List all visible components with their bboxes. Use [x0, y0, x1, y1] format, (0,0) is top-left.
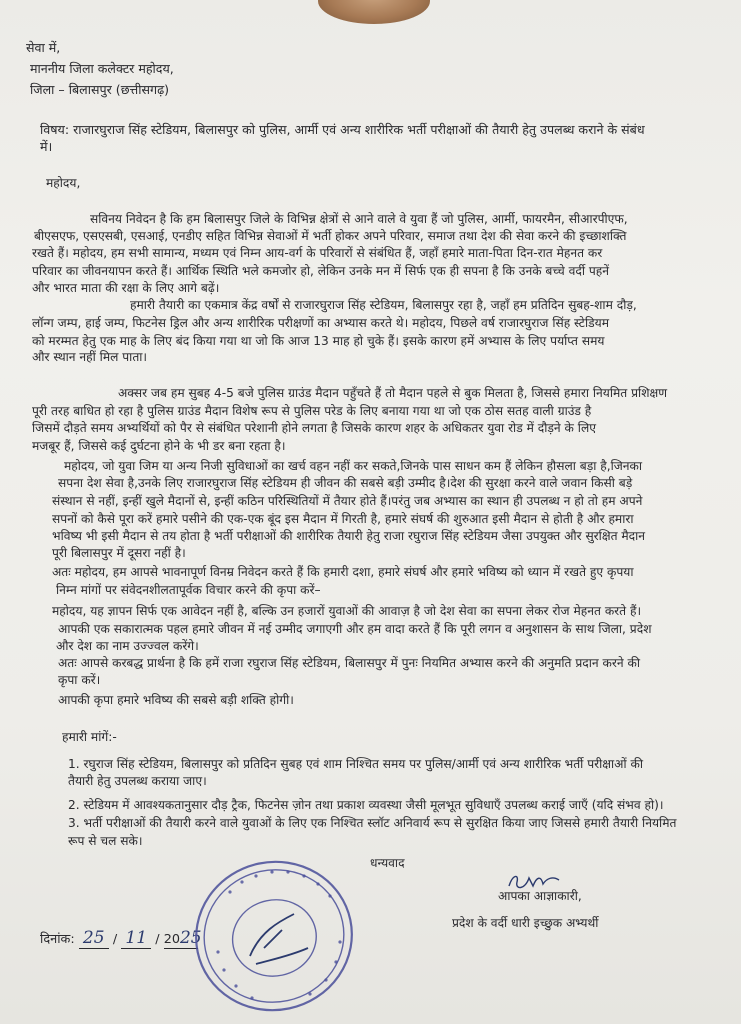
body-line: और स्थान नहीं मिल पाता। [32, 350, 148, 364]
demand-line: 1. रघुराज सिंह स्टेडियम, बिलासपुर को प्रतिदिन सुबह एवं शाम निश्चित समय पर पुलिस/आर्मी एवं अन्य शारीरिक भर्ती परीक्षाओं की [68, 757, 644, 771]
subject-line-2: में। [40, 139, 53, 154]
body-line: सविनय निवेदन है कि हम बिलासपुर जिले के विभिन्न क्षेत्रों से आने वाले वे युवा हैं जो पुलिस, आर्मी, फायरमैन, सीआरपीएफ, [90, 212, 628, 226]
office-stamp [190, 852, 358, 1020]
demand-line: 2. स्टेडियम में आवश्यकतानुसार दौड़ ट्रैक, फिटनेस ज़ोन तथा प्रकाश व्यवस्था जैसी मूलभूत सुविधाएँ उपलब्ध कराई जाएँ (यदि संभव हो)। [68, 798, 664, 812]
body-line: पूरी तरह बाधित हो रहा है पुलिस ग्राउंड मैदान विशेष रूप से पुलिस परेड के लिए बनाया गया था जो एक ठोस सतह वाली ग्राउंड है [32, 404, 592, 418]
date-line [40, 928, 202, 949]
signatory-text: प्रदेश के वर्दी धारी इच्छुक अभ्यर्थी [452, 916, 599, 930]
body-line: को मरम्मत हेतु एक माह के लिए बंद किया गया था जो कि आज 13 माह हो चुके हैं। इसके कारण हमें अभ्यास के लिए पर्याप्त समय [32, 334, 605, 348]
demand-line: तैयारी हेतु उपलब्ध कराया जाए। [68, 774, 207, 788]
date-sep-2: / [155, 932, 160, 947]
date-year-suffix: 25 [179, 928, 202, 948]
body-line: निम्न मांगों पर संवेदनशीलतापूर्वक विचार करने की कृपा करें– [56, 583, 321, 597]
closing-text: आपका आज्ञाकारी, [498, 889, 582, 903]
body-line: पूरी बिलासपुर में दूसरा नहीं है। [52, 546, 186, 560]
district-line: जिला – बिलासपुर (छत्तीसगढ़) [30, 82, 170, 97]
date-year-prefix: 20 [163, 932, 180, 947]
subject-line-1: विषय: राजारघुराज सिंह स्टेडियम, बिलासपुर को पुलिस, आर्मी एवं अन्य शारीरिक भर्ती परीक्षाओं की तैयारी हेतु उपलब्ध कराने के संबंध [40, 122, 645, 137]
body-line: भविष्य भी इसी मैदान से तय होता है भर्ती परीक्षाओं की शारीरिक तैयारी हेतु राजा रघुराज सिंह स्टेडियम जैसा उपयुक्त और सुरक्षित मैदान [52, 529, 646, 543]
salutation-to: सेवा में, [26, 40, 61, 55]
body-line: महोदय, जो युवा जिम या अन्य निजी सुविधाओं का खर्च वहन नहीं कर सकते,जिनके पास साधन कम हैं लेकिन हौसला बड़ा है,जिनका [64, 459, 643, 473]
recipient-line: माननीय जिला कलेक्टर महोदय, [30, 61, 174, 76]
body-line: हमारी तैयारी का एकमात्र केंद्र वर्षों से राजारघुराज सिंह स्टेडियम, बिलासपुर रहा है, जहाँ हम प्रतिदिन सुबह-शाम दौड़, [130, 298, 637, 312]
body-line: आपकी कृपा हमारे भविष्य की सबसे बड़ी शक्ति होगी। [58, 693, 294, 707]
body-line: रखते हैं। महोदय, हम सभी सामान्य, मध्यम एवं निम्न आय-वर्ग के परिवारों से संबंधित हैं, जहाँ हमारे माता-पिता दिन-रात मेहनत कर [32, 246, 603, 260]
body-line: परिवार का जीवनयापन करते हैं। आर्थिक स्थिति भले कमजोर हो, लेकिन उनके मन में सिर्फ एक ही सपना है कि उनके बच्चे वर्दी पहनें [32, 264, 610, 278]
date-day: 25 [79, 928, 109, 949]
body-line: जिसमें दौड़ते समय अभ्यर्थियों को पैर से संबंधित परेशानी होने लगता है जिसके कारण शहर के अधिकतर युवा रोड में दौड़ने के लिए [32, 421, 596, 435]
date-month: 11 [121, 928, 151, 949]
date-sep-1: / [112, 932, 118, 947]
thanks-text: धन्यवाद [370, 856, 405, 870]
body-line: अतः आपसे करबद्ध प्रार्थना है कि हमें राजा रघुराज सिंह स्टेडियम, बिलासपुर में पुनः नियमित अभ्यास करने की अनुमति प्रदान करने की [58, 656, 641, 670]
date-label: दिनांक: [40, 932, 75, 947]
body-line: बीएसएफ, एसएसबी, एसआई, एनडीए सहित विभिन्न सेवाओं में भर्ती होकर अपने परिवार, समाज तथा देश की सेवा करने की इच्छाशक्ति [34, 229, 627, 243]
body-line: सपनों को कैसे पूरा करें हमारे पसीने की एक-एक बूंद इस मैदान में गिरती है, हमारे संघर्ष की शुरुआत इसी मैदान से होती है और हमारा [52, 512, 634, 526]
body-line: संस्थान से नहीं, इन्हीं खुले मैदानों से, इन्हीं कठिन परिस्थितियों में तैयार होते हैं।परंतु जब अभ्यास का स्थान ही उपलब्ध न हो तो हम अपने [52, 494, 643, 508]
demand-line: 3. भर्ती परीक्षाओं की तैयारी करने वाले युवाओं के लिए एक निश्चित स्लॉट अनिवार्य रूप से सुरक्षित किया जाए जिससे हमारी तैयारी नियमित [68, 816, 677, 830]
body-line: और भारत माता की रक्षा के लिए आगे बढ़ें। [32, 281, 220, 295]
body-line: मजबूर हैं, जिससे कई दुर्घटना होने के भी डर बना रहता है। [32, 439, 286, 453]
body-line: आपकी एक सकारात्मक पहल हमारे जीवन में नई उम्मीद जगाएगी और हम वादा करते हैं कि पूरी लगन व अनुशासन के साथ जिला, प्रदेश [58, 622, 652, 636]
body-line: महोदय, यह ज्ञापन सिर्फ एक आवेदन नहीं है, बल्कि उन हजारों युवाओं की आवाज़ है जो देश सेवा का सपना लेकर रोज मेहनत करते हैं। [52, 604, 642, 618]
demand-line: रूप से चल सके। [68, 834, 143, 848]
body-line: सपना देश सेवा है,उनके लिए राजारघुराज सिंह स्टेडियम ही जीवन की सबसे बड़ी उम्मीद है।देश की सुरक्षा करने वाले जवान किसी बड़े [58, 476, 633, 490]
body-line: और देश का नाम उज्ज्वल करेंगे। [56, 639, 199, 653]
body-line: अक्सर जब हम सुबह 4-5 बजे पुलिस ग्राउंड मैदान पहुँचते हैं तो मैदान पहले से बुक मिलता है, जिससे हमारा नियमित प्रशिक्षण [118, 386, 668, 400]
demands-title: हमारी मांगें:- [62, 730, 117, 744]
salutation: महोदय, [46, 176, 81, 190]
body-line: लॉन्ग जम्प, हाई जम्प, फिटनेस ड्रिल और अन्य शारीरिक परीक्षणों का अभ्यास करते थे। महोदय, पिछले वर्ष राजारघुराज सिंह स्टेडियम [32, 316, 609, 330]
body-line: अतः महोदय, हम आपसे भावनापूर्ण विनम्र निवेदन करते हैं कि हमारी दशा, हमारे संघर्ष और हमारे भविष्य को ध्यान में रखते हुए कृपया [52, 565, 634, 579]
body-line: कृपा करें। [58, 673, 101, 687]
thumb-in-photo [318, 0, 430, 24]
